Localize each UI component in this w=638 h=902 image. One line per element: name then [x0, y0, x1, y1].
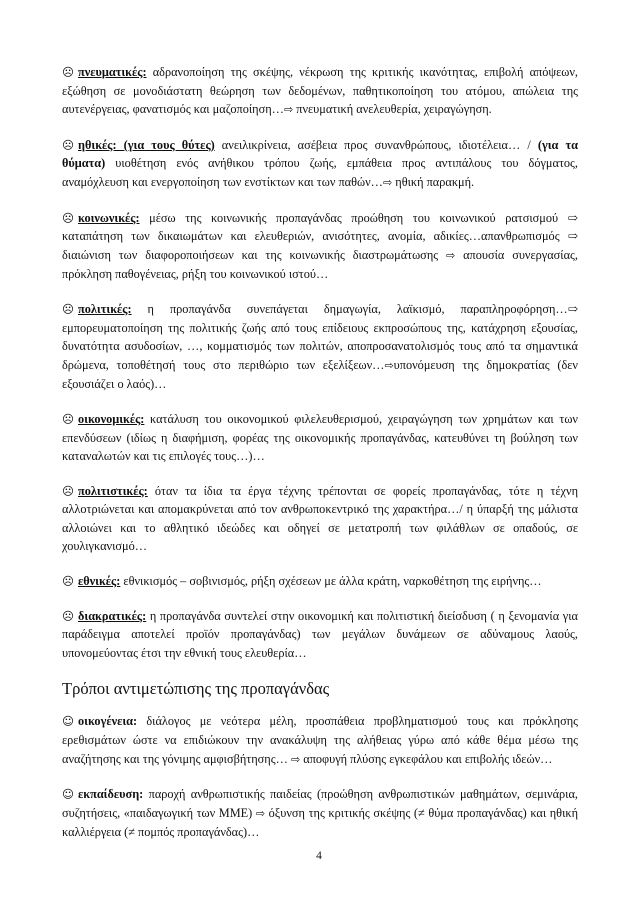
paragraph-text: διάλογος με νεότερα μέλη, προσπάθεια προβληματισμού τους και πρόκλησης ερεθισμάτων ώστε να επιδιώκουν την ανακάλυψη της αλήθειας γύρω από κάθε θέμα μέσω της αναζήτησης και της γόνιμης αμφισβήτησης… [62, 714, 578, 766]
sad-face-icon: ☹ [62, 137, 74, 152]
paragraph-tail: όξυνση της κριτικής σκέψης (≠ θύμα προπαγάνδας) και ηθική καλλιέργεια (≠ πομπός προπαγάνδας)… [62, 805, 579, 840]
paragraph-label: κοινωνικές: [78, 210, 140, 225]
consequence-paragraph-national [62, 572, 578, 591]
paragraph-text: παροχή ανθρωπιστικής παιδείας (προώθηση ανθρωπιστικών μαθημάτων, σεμινάρια, συζητήσεις, «παιδαγωγική των ΜΜΕ) [62, 787, 578, 820]
paragraph-text-2: υιοθέτηση ενός ανήθικου τρόπου ζωής, εμπάθεια προς αντιπάλους του δόγματος, αναμόχλευση και ενεργοποίηση των ενστίκτων και των παθών… [62, 156, 578, 189]
sad-face-icon: ☹ [62, 210, 74, 225]
paragraph-text: κατάλυση του οικονομικού φιλελευθερισμού, χειραγώγηση των χρημάτων και των επενδύσεων (ιδίως η διαφήμιση, φορέας της οικονομικής προπαγάνδας, κατευθύνει τη βούληση των καταναλωτών και τις επιλογές τους…)… [62, 411, 578, 464]
paragraph-tail: υπονόμευση της δημοκρατίας (δεν εξουσιάζει ο λαός)… [62, 357, 578, 392]
consequence-paragraph-political [62, 300, 578, 394]
arrow-icon: ⇨ [290, 752, 301, 766]
consequence-paragraph-interstate [62, 607, 578, 663]
paragraph-bold-label: (για τα θύματα) [62, 137, 579, 171]
consequence-paragraph-moral [62, 136, 578, 193]
paragraph-label: οικονομικές: [78, 411, 145, 426]
sad-face-icon: ☹ [62, 608, 74, 623]
remedy-paragraph-education [62, 785, 578, 842]
remedy-paragraph-family [62, 712, 578, 769]
paragraph-tail: πνευματική ανελευθερία, χειραγώγηση. [293, 102, 492, 117]
arrow-icon: ⇨ [384, 358, 394, 372]
paragraph-label: πολιτικές: [78, 301, 132, 316]
sad-face-icon: ☹ [62, 411, 74, 426]
paragraph-text: η προπαγάνδα συνεπάγεται δημαγωγία, λαϊκισμό, παραπληροφόρηση…⇨ εμπορευματοποίηση της πολιτικής ζωής από τους επίδειους εκπροσώπους της, κατάχρηση εξουσίας, δυνατότητα ασυδοσίων, …, κομματισμός των πολιτών, αποπροσανατολισμός τους από τα σημαντικά δρώμενα, τοποθέτησή τους στο περιθώριο των εξελίξεων… [62, 301, 578, 372]
document-page [62, 63, 578, 858]
consequence-paragraph-spiritual [62, 63, 578, 120]
sad-face-icon: ☹ [62, 574, 74, 589]
sad-face-icon: ☹ [62, 65, 74, 79]
arrow-icon: ⇨ [255, 806, 266, 820]
paragraph-label: ηθικές: (για τους θύτες) [78, 137, 215, 152]
smiley-face-icon: ☺ [62, 714, 74, 729]
paragraph-label: οικογένεια: [78, 714, 138, 729]
smiley-face-icon: ☺ [62, 787, 74, 802]
paragraph-text: εθνικισμός – σοβινισμός, ρήξη σχέσεων με άλλα κράτη, ναρκοθέτηση της ειρήνης… [120, 574, 542, 589]
paragraph-tail: ηθική παρακμή. [392, 174, 475, 189]
consequence-paragraph-cultural [62, 482, 578, 556]
page-number: 4 [316, 850, 322, 862]
paragraph-text: όταν τα ίδια τα έργα τέχνης τρέπονται σε φορείς προπαγάνδας, τότε η τέχνη αλλοτριώνεται και απομακρύνεται από τον ανθρωποκεντρικό της χαρακτήρα…/ η ύπαρξή της μάλιστα αλλοιώνει και το αθλητικό ιδεώδες και οδηγεί σε μετατροπή των φιλάθλων σε οπαδούς, σε χουλιγκανισμό… [62, 483, 578, 554]
arrow-icon: ⇨ [446, 248, 456, 262]
arrow-icon: ⇨ [382, 175, 393, 189]
paragraph-label: διακρατικές: [78, 608, 147, 623]
consequence-paragraph-social [62, 209, 578, 284]
paragraph-label: εκπαίδευση: [78, 787, 144, 802]
sad-face-icon: ☹ [62, 483, 74, 498]
paragraph-text: η προπαγάνδα συντελεί στην οικονομική και πολιτιστική διείσδυση ( η ξενομανία για παράδειγμα αποτελεί προϊόν προπαγάνδας) των μεγάλων δυνάμεων σε αδύναμους λαούς, υπονομεύοντας έτσι την εθνική τους ελευθερία… [62, 608, 578, 660]
sad-face-icon: ☹ [62, 301, 74, 316]
paragraph-tail: αποφυγή πλύσης εγκεφάλου και επιβολής ιδεών… [300, 751, 553, 766]
paragraph-text: ανειλικρίνεια, ασέβεια προς συνανθρώπους, ιδιοτέλεια… / [214, 137, 538, 152]
paragraph-label: πολιτιστικές: [78, 483, 148, 498]
paragraph-tail: απουσία συνεργασίας, πρόκληση παθογένειας, ρήξη του κοινωνικού ιστού… [62, 247, 578, 282]
arrow-icon: ⇨ [283, 103, 294, 117]
paragraph-text: μέσω της κοινωνικής προπαγάνδας προώθηση του κοινωνικού ρατσισμού ⇨ καταπάτηση των δικαιωμάτων και ελευθεριών, ανισότητες, ανομία, αδικίες…απανθρωπισμός ⇨ διαιώνιση των διαφοροποιήσεων και της κοινωνικής διαστρωμάτωσης [62, 210, 578, 262]
consequence-paragraph-economic [62, 410, 578, 466]
paragraph-label: πνευματικές: [78, 65, 147, 79]
paragraph-label: εθνικές: [78, 574, 121, 589]
paragraph-text: αδρανοποίηση της σκέψης, νέκρωση της κριτικής ικανότητας, επιβολή απόψεων, εξώθηση σε μονοδιάστατη θεώρηση των δεδομένων, παθητικοποίηση του ατόμου, απώλεια της αυτενέργειας, φανατισμός και μαζοποίηση… [62, 65, 578, 117]
section-heading: Τρόποι αντιμετώπισης της προπαγάνδας [62, 679, 330, 699]
